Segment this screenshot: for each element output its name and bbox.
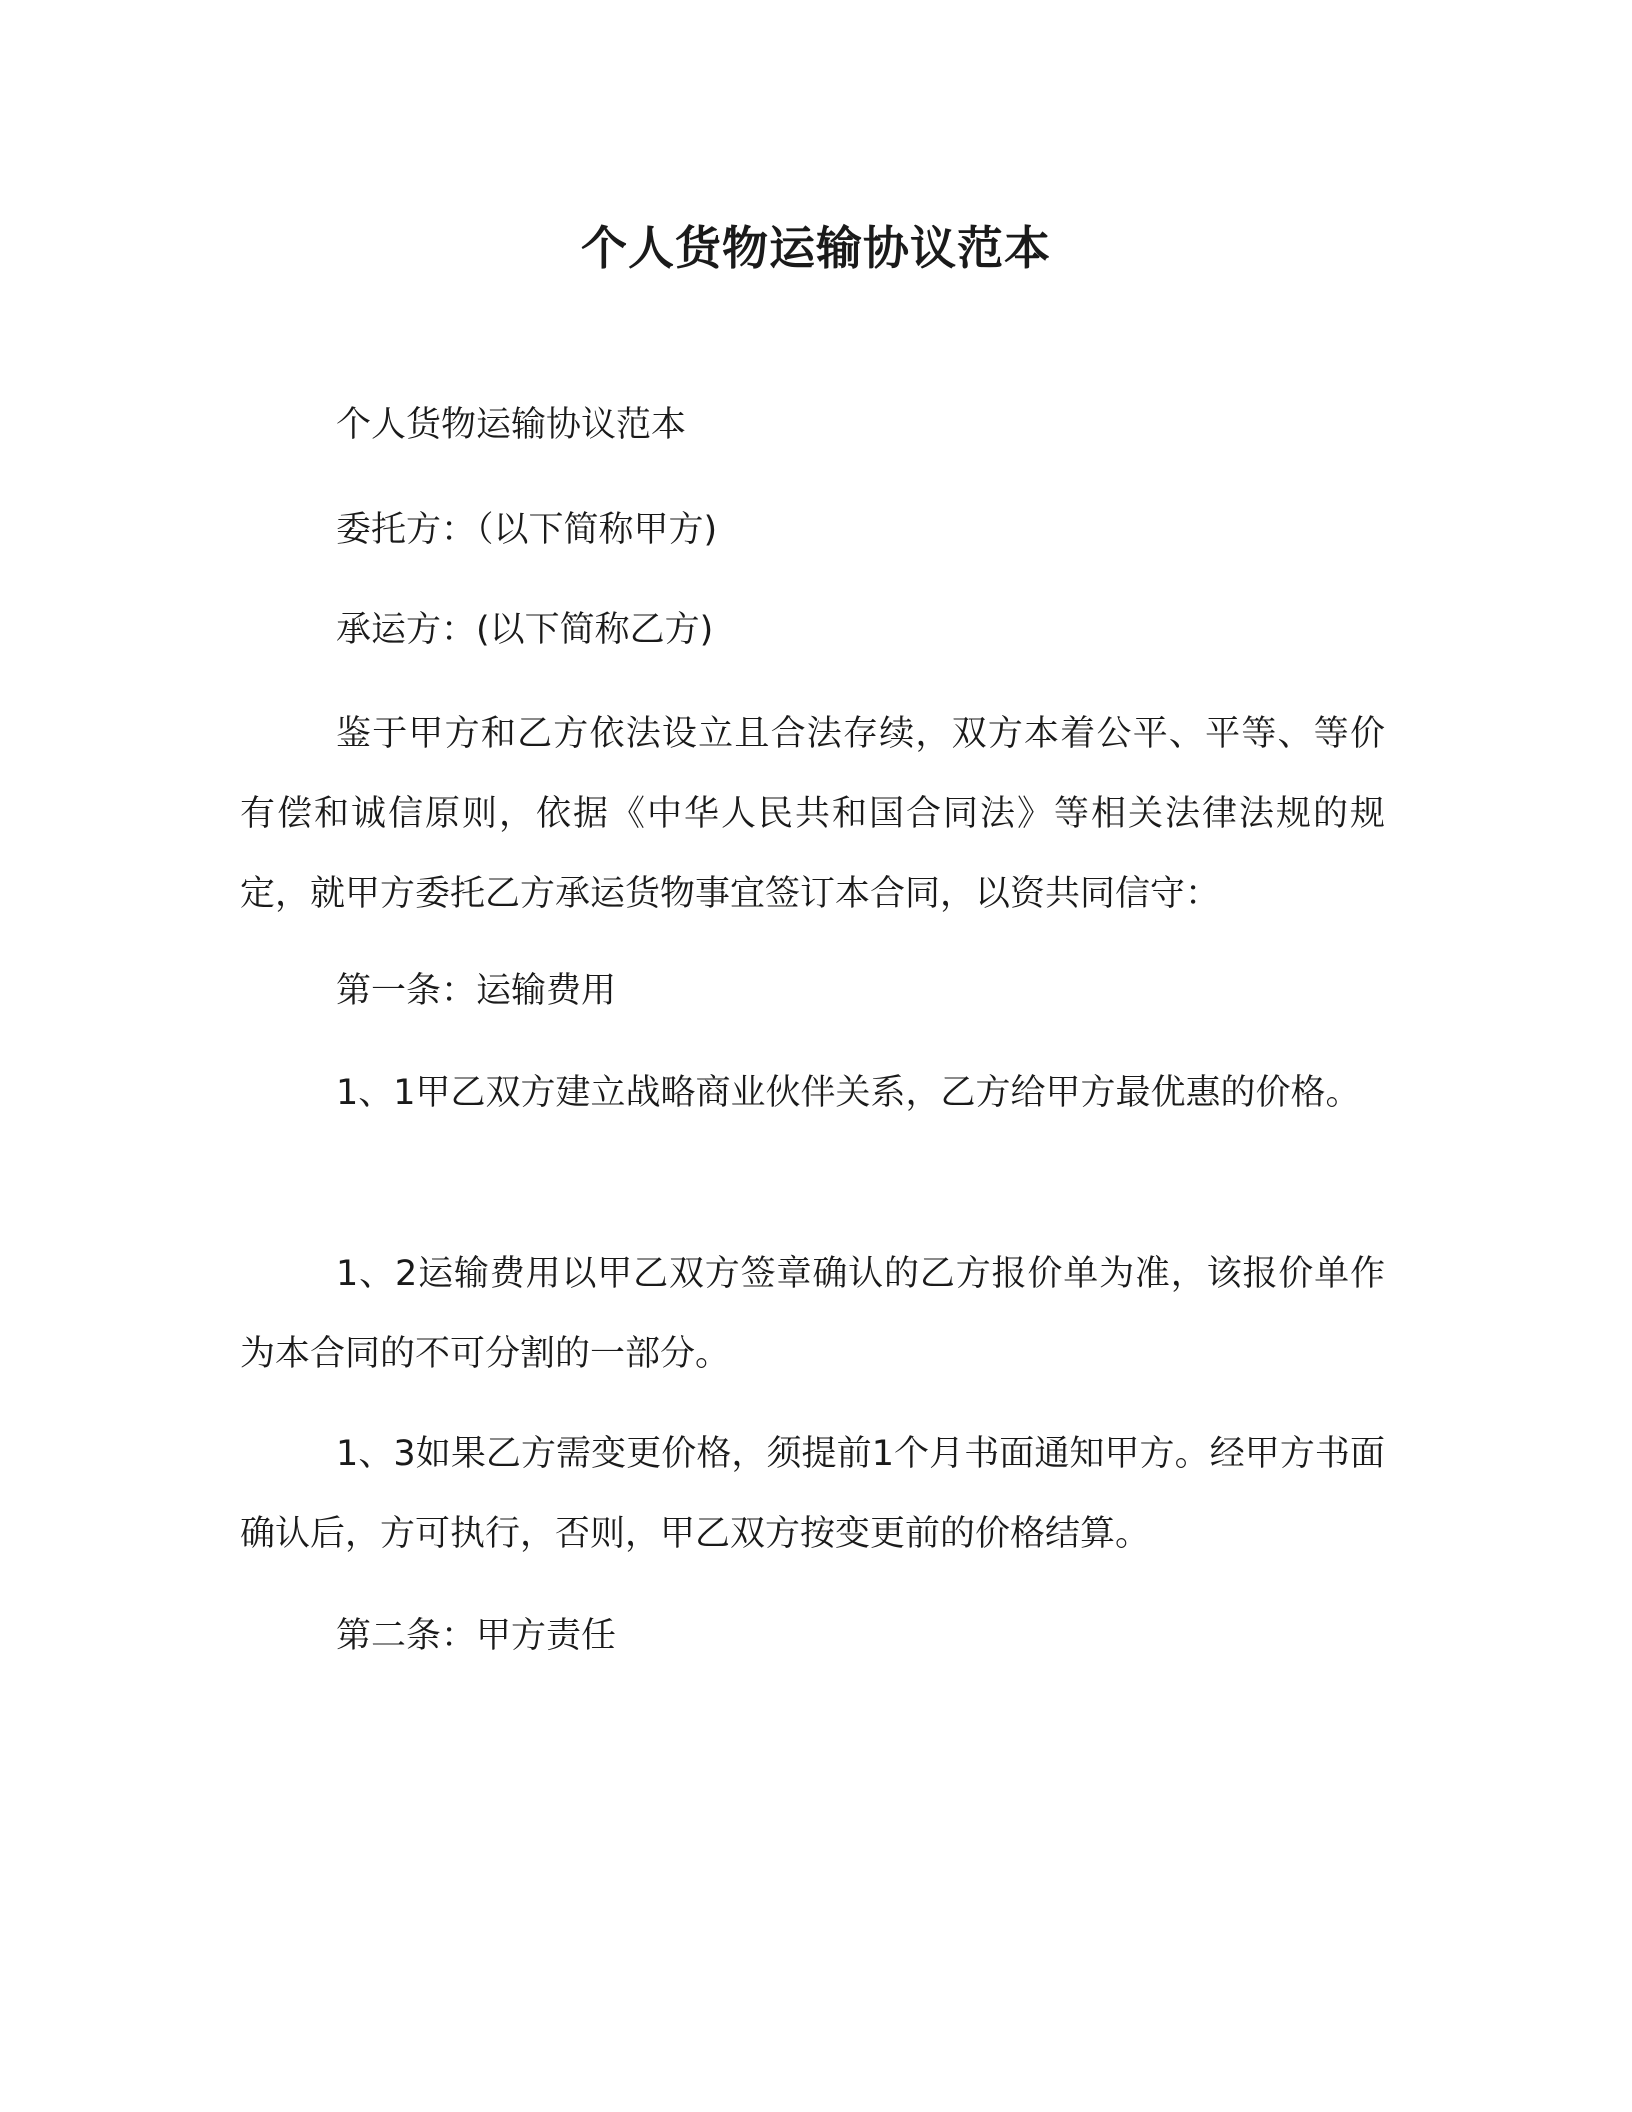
document-title: 个人货物运输协议范本 xyxy=(581,221,1051,275)
client-party-line: 委托方：（以下简称甲方) xyxy=(336,510,718,550)
article-1-heading: 第一条：运输费用 xyxy=(336,971,617,1011)
document-subtitle: 个人货物运输协议范本 xyxy=(336,405,687,445)
clause-1-1: 1、1甲乙双方建立战略商业伙伴关系，乙方给甲方最优惠的价格。 xyxy=(336,1073,1361,1113)
preamble-paragraph: 鉴于甲方和乙方依法设立且合法存续，双方本着公平、平等、等价有偿和诚信原则，依据《中华人民共和国合同法》等相关法律法规的规定，就甲方委托乙方承运货物事宜签订本合同，以资共同信守： xyxy=(240,714,1385,914)
clause-1-3: 1、3如果乙方需变更价格，须提前1个月书面通知甲方。经甲方书面确认后，方可执行，否则，甲乙双方按变更前的价格结算。 xyxy=(240,1434,1385,1554)
clause-1-2: 1、2运输费用以甲乙双方签章确认的乙方报价单为准，该报价单作为本合同的不可分割的一部分。 xyxy=(240,1254,1385,1374)
carrier-party-line: 承运方：(以下简称乙方) xyxy=(336,610,714,650)
article-2-heading: 第二条：甲方责任 xyxy=(336,1616,617,1656)
